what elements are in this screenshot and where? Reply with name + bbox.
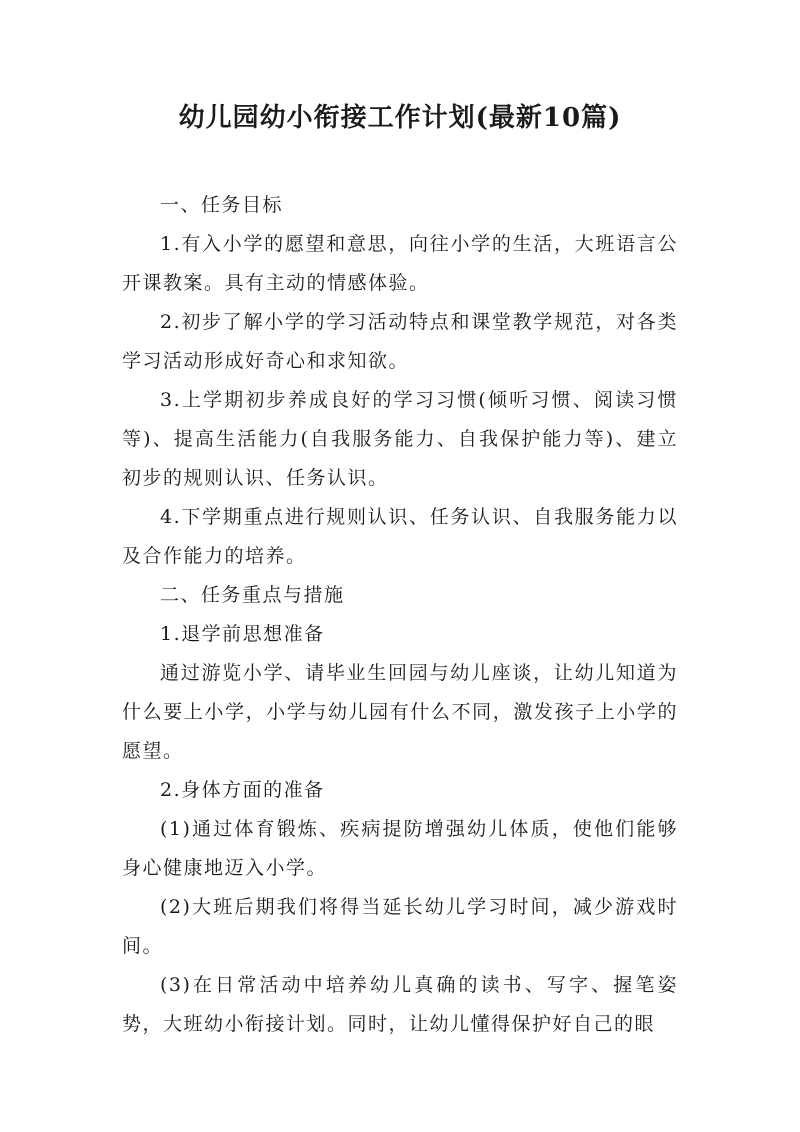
section-heading: 一、任务目标 xyxy=(160,194,284,216)
paragraph: (3)在日常活动中培养幼儿真确的读书、写字、握笔姿势，大班幼小衔接计划。同时，让幼儿懂得保护好自己的眼 xyxy=(122,974,678,1035)
document-body xyxy=(122,186,678,1044)
section-heading: 二、任务重点与措施 xyxy=(160,584,345,606)
paragraph: 4.下学期重点进行规则认识、任务认识、自我服务能力以及合作能力的培养。 xyxy=(122,506,678,567)
paragraph: 3.上学期初步养成良好的学习习惯(倾听习惯、阅读习惯等)、提高生活能力(自我服务能力、自我保护能力等)、建立初步的规则认识、任务认识。 xyxy=(122,389,678,489)
paragraph: (1)通过体育锻炼、疾病提防增强幼儿体质，使他们能够身心健康地迈入小学。 xyxy=(122,818,678,879)
paragraph: 通过游览小学、请毕业生回园与幼儿座谈，让幼儿知道为什么要上小学，小学与幼儿园有什么不同，激发孩子上小学的愿望。 xyxy=(122,662,678,762)
subsection-heading: 1.退学前思想准备 xyxy=(160,623,325,645)
paragraph: 1.有入小学的愿望和意思，向往小学的生活，大班语言公开课教案。具有主动的情感体验。 xyxy=(122,233,678,294)
subsection-heading: 2.身体方面的准备 xyxy=(160,779,325,801)
paragraph: (2)大班后期我们将得当延长幼儿学习时间，减少游戏时间。 xyxy=(122,896,678,957)
paragraph: 2.初步了解小学的学习活动特点和课堂教学规范，对各类学习活动形成好奇心和求知欲。 xyxy=(122,311,678,372)
document-title: 幼儿园幼小衔接工作计划(最新10篇) xyxy=(178,103,622,133)
